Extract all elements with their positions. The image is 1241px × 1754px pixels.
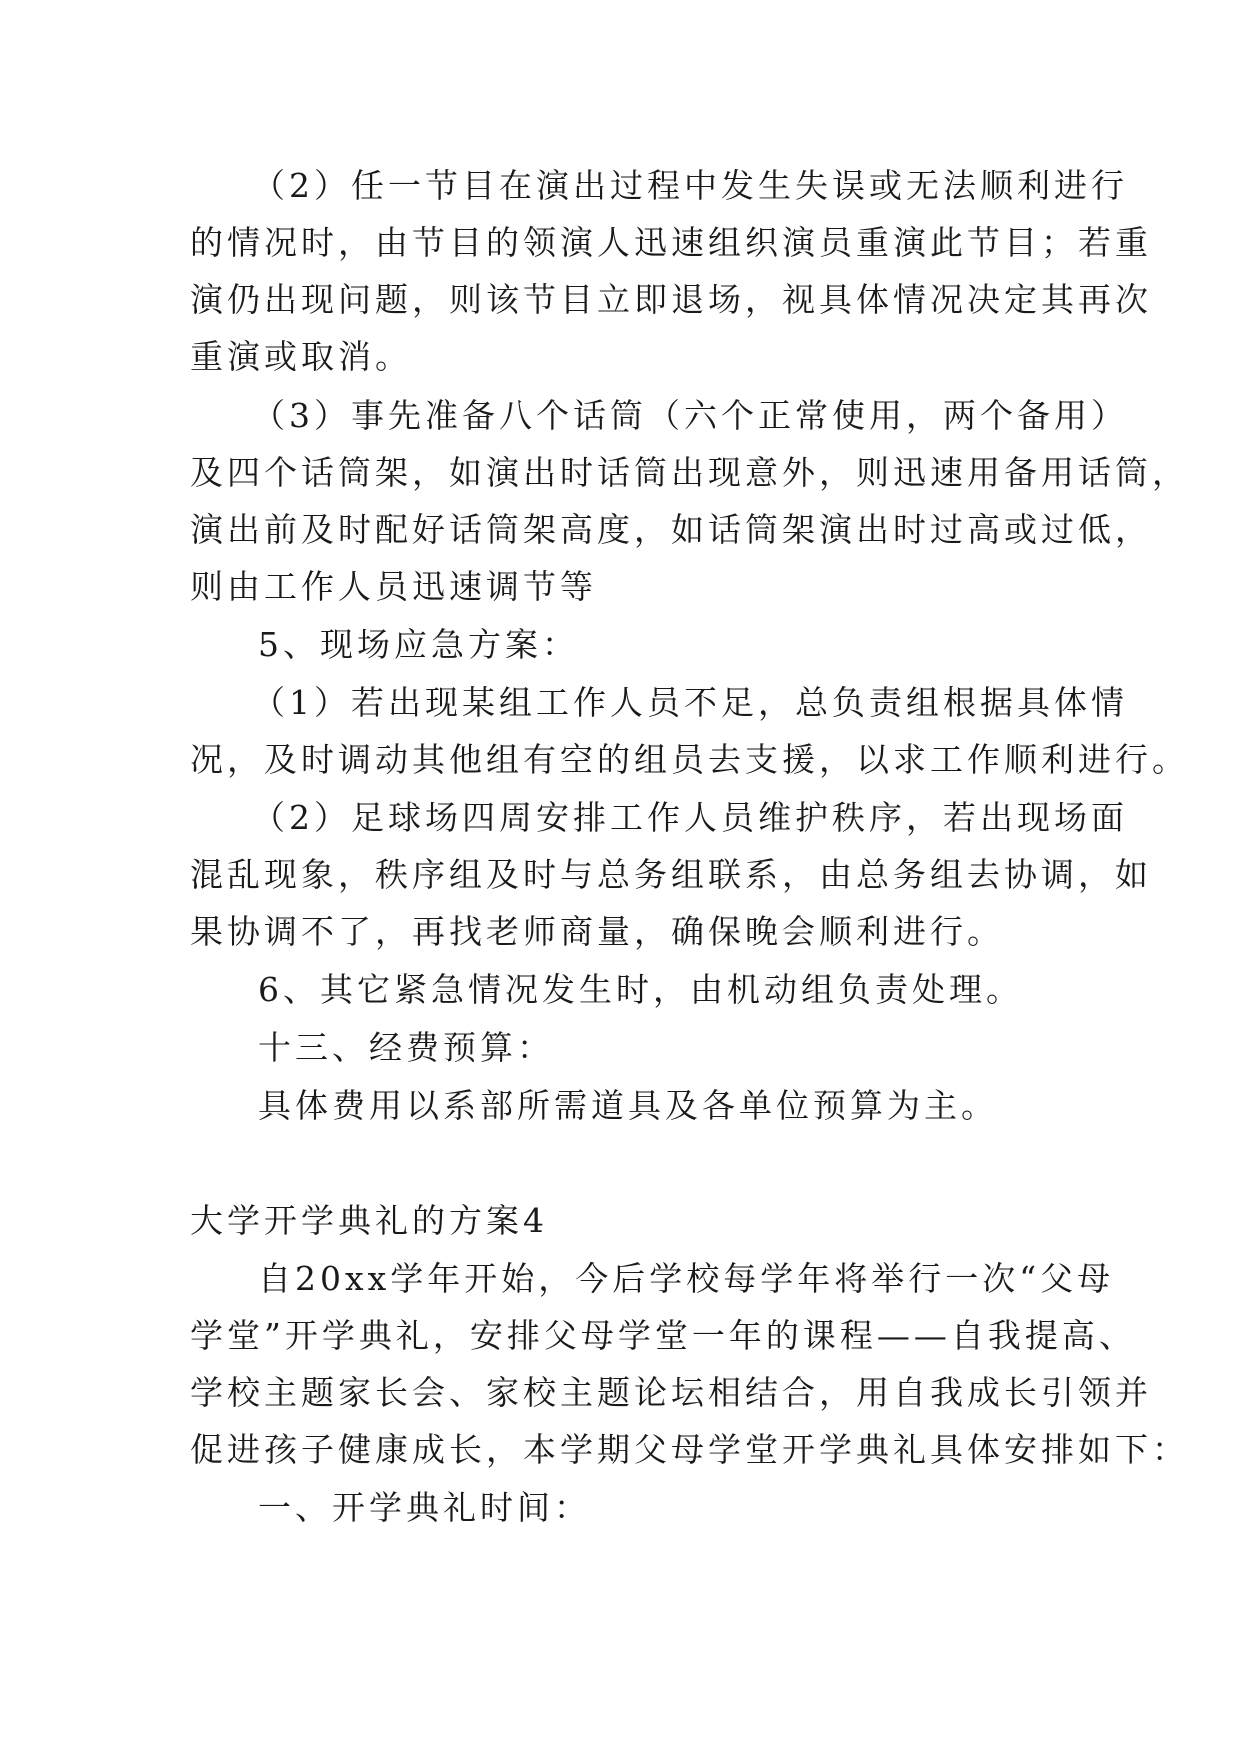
paragraph-line: 演仍出现问题，则该节目立即退场，视具体情况决定其再次: [190, 280, 1152, 319]
paragraph-line: 演出前及时配好话筒架高度，如话筒架演出时过高或过低，: [190, 510, 1152, 549]
paragraph-line: 及四个话筒架，如演出时话筒出现意外，则迅速用备用话筒，: [190, 453, 1189, 492]
document-title: 大学开学典礼的方案4: [190, 1201, 548, 1240]
paragraph-line: 况，及时调动其他组有空的组员去支援，以求工作顺利进行。: [190, 740, 1189, 779]
paragraph-line: （2）足球场四周安排工作人员维护秩序，若出现场面: [252, 798, 1128, 837]
paragraph-line: 的情况时，由节目的领演人迅速组织演员重演此节目；若重: [190, 223, 1152, 262]
paragraph-line: 重演或取消。: [190, 337, 412, 376]
paragraph-line: （2）任一节目在演出过程中发生失误或无法顺利进行: [252, 166, 1128, 205]
paragraph-line: 学校主题家长会、家校主题论坛相结合，用自我成长引领并: [190, 1373, 1152, 1412]
paragraph-line: 学堂”开学典礼，安排父母学堂一年的课程——自我提高、: [190, 1316, 1136, 1355]
paragraph-line: （3）事先准备八个话筒（六个正常使用，两个备用）: [252, 396, 1128, 435]
paragraph-line: 具体费用以系部所需道具及各单位预算为主。: [258, 1086, 998, 1125]
paragraph-line: 促进孩子健康成长，本学期父母学堂开学典礼具体安排如下：: [190, 1430, 1189, 1469]
paragraph-line: 果协调不了，再找老师商量，确保晚会顺利进行。: [190, 912, 1004, 951]
section-heading: 十三、经费预算：: [258, 1028, 554, 1067]
paragraph-line: （1）若出现某组工作人员不足，总负责组根据具体情: [252, 683, 1128, 722]
section-heading: 5、现场应急方案：: [258, 625, 579, 664]
paragraph-line: 自20xx学年开始，今后学校每学年将举行一次“父母: [258, 1259, 1115, 1298]
paragraph-line: 6、其它紧急情况发生时，由机动组负责处理。: [258, 970, 1023, 1009]
paragraph-line: 则由工作人员迅速调节等: [190, 567, 597, 606]
paragraph-line: 混乱现象，秩序组及时与总务组联系，由总务组去协调，如: [190, 855, 1152, 894]
section-heading: 一、开学典礼时间：: [258, 1488, 591, 1527]
